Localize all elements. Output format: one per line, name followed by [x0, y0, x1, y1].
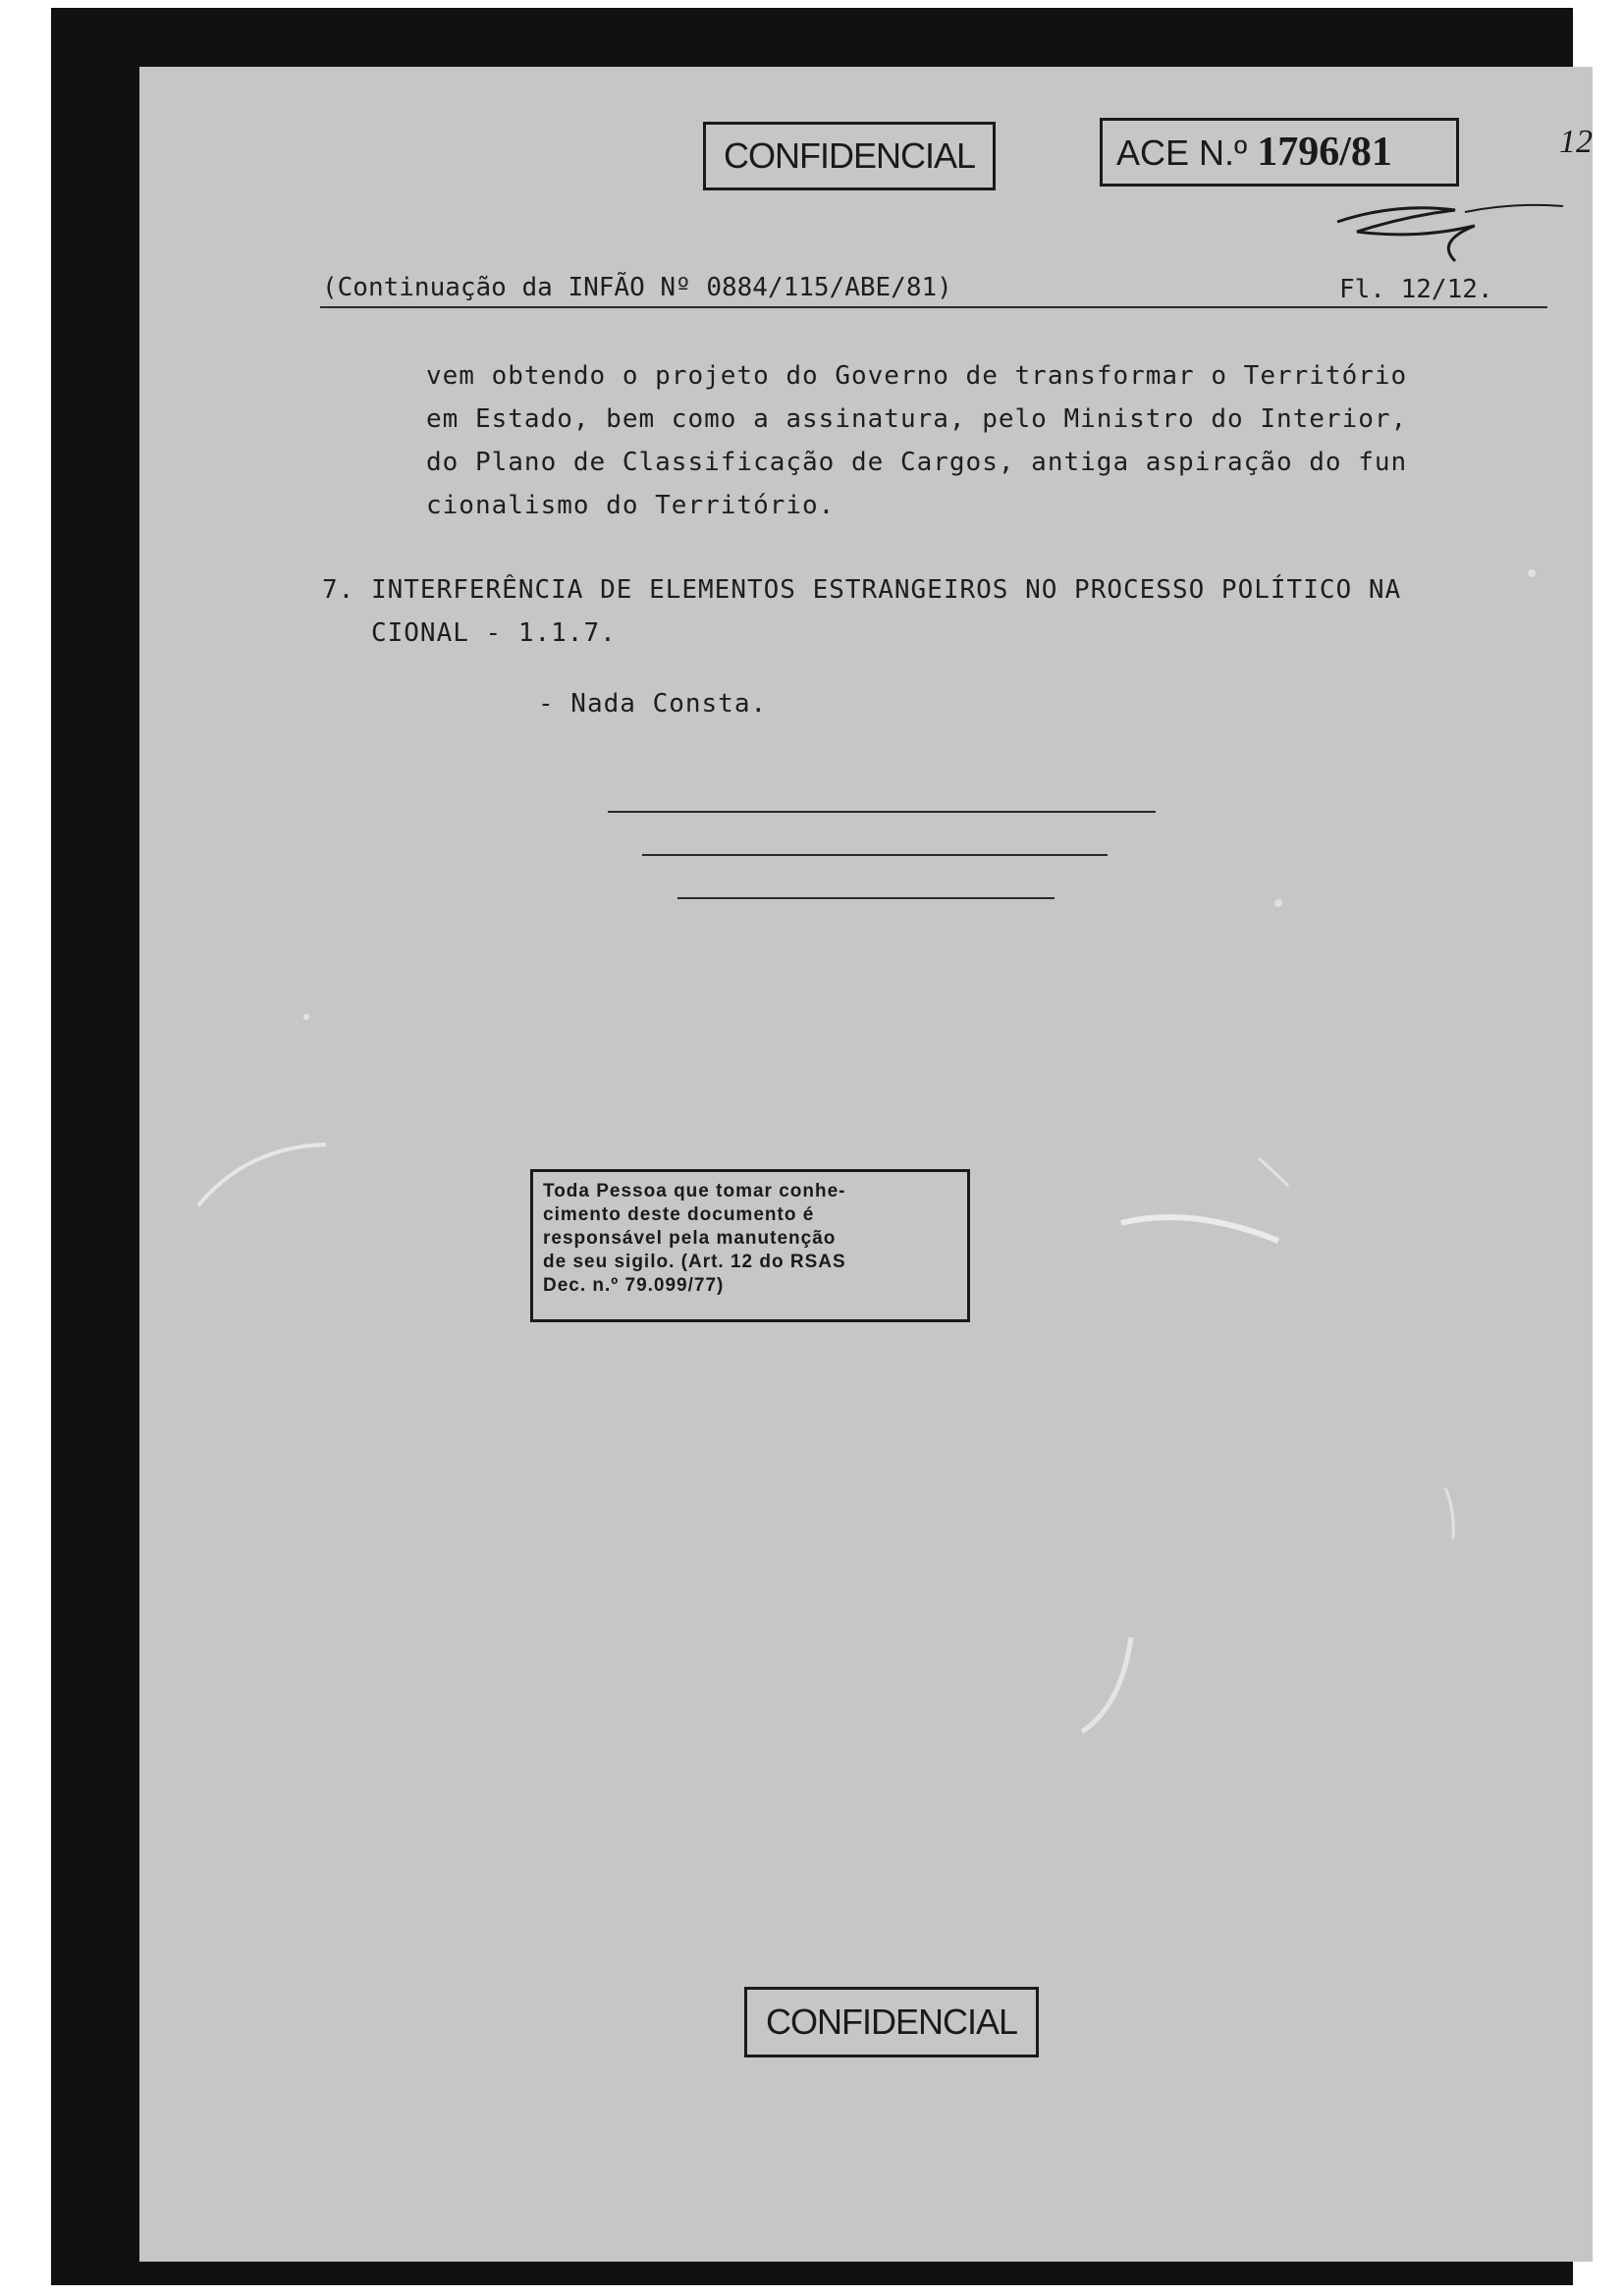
ace-reference-stamp — [1100, 118, 1459, 187]
scanned-page-frame — [51, 8, 1593, 2285]
stamp-line: Toda Pessoa que tomar conhe- — [543, 1181, 846, 1201]
stamp-line: de seu sigilo. (Art. 12 do RSAS — [543, 1252, 846, 1272]
paragraph-line: cionalismo do Território. — [426, 491, 836, 520]
section-7-content: - Nada Consta. — [538, 689, 768, 719]
classification-stamp-bottom: CONFIDENCIAL — [744, 1987, 1039, 2057]
closing-line — [642, 854, 1108, 856]
continuation-header: (Continuação da INFÃO Nº 0884/115/ABE/81) — [322, 273, 952, 302]
paragraph-line: vem obtendo o projeto do Governo de transformar o Território — [426, 361, 1408, 391]
paragraph-line: do Plano de Classificação de Cargos, antiga aspiração do fun — [426, 448, 1408, 477]
handwritten-page-number: 12 — [1559, 124, 1593, 160]
ace-prefix: ACE N.º — [1116, 133, 1248, 173]
section-7-heading: 7. INTERFERÊNCIA DE ELEMENTOS ESTRANGEIROS NO PROCESSO POLÍTICO NA — [322, 575, 1402, 605]
closing-line — [677, 897, 1055, 899]
header-underline — [320, 306, 1547, 308]
document-sheet — [139, 67, 1593, 2262]
ace-number: 1796/81 — [1257, 130, 1392, 175]
stamp-line: responsável pela manutenção — [543, 1228, 837, 1249]
stamp-line: Dec. n.º 79.099/77) — [543, 1275, 725, 1296]
stamp-line: cimento deste documento é — [543, 1204, 815, 1225]
classification-stamp-top: CONFIDENCIAL — [703, 122, 996, 190]
scan-artifacts — [139, 67, 1593, 2262]
paragraph-line: em Estado, bem como a assinatura, pelo Ministro do Interior, — [426, 404, 1408, 434]
secrecy-notice-stamp — [530, 1169, 970, 1322]
section-7-heading-continuation: CIONAL - 1.1.7. — [322, 618, 617, 648]
closing-line — [608, 811, 1156, 813]
folio-number: Fl. 12/12. — [1339, 275, 1493, 304]
handwritten-flourish — [1318, 192, 1573, 271]
